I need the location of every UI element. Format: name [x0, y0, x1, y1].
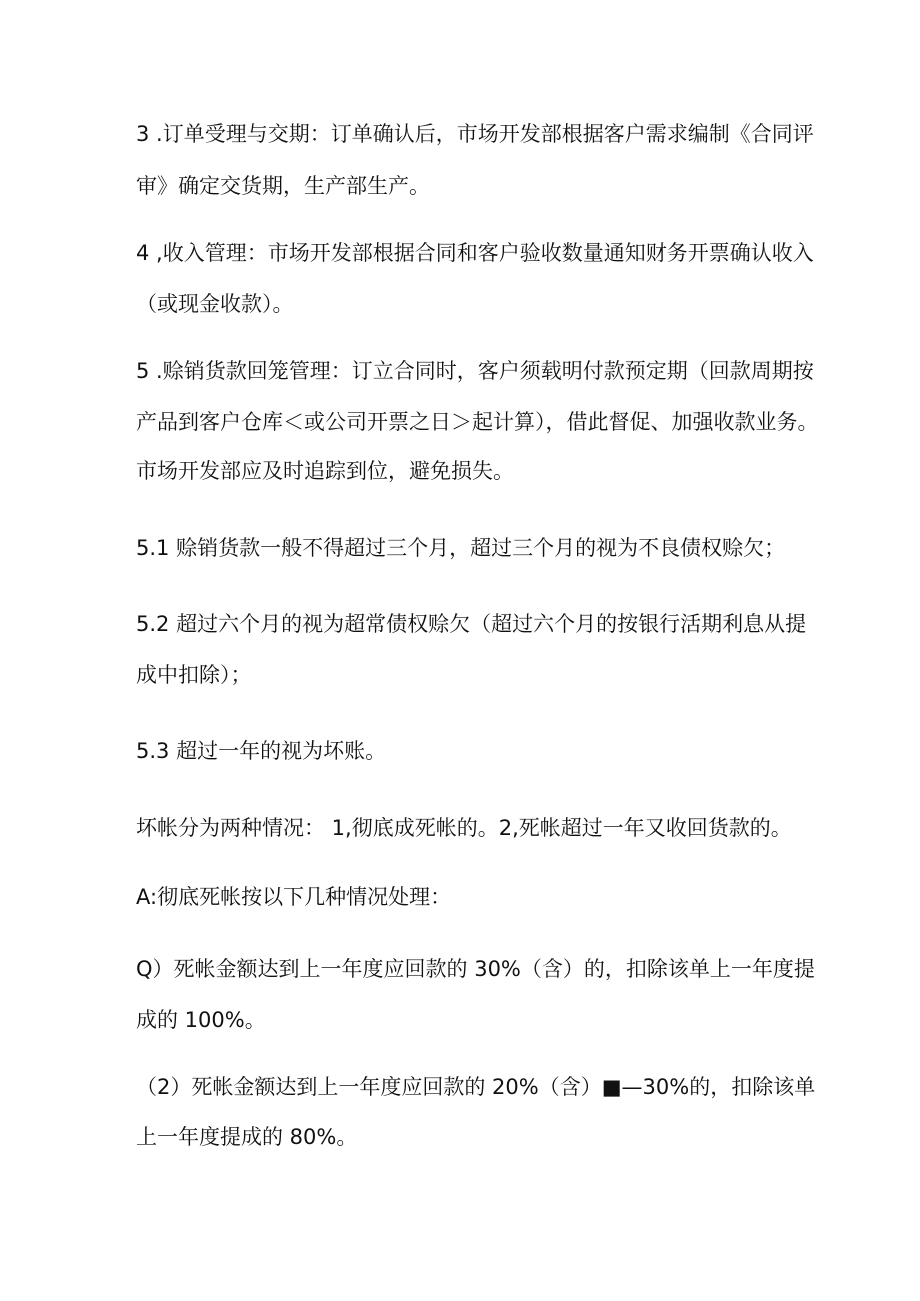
item-5-2-line-1: 5.2 超过六个月的视为超常债权赊欠（超过六个月的按银行活期利息从提	[136, 612, 807, 636]
paragraph-5-line-2: 产品到客户仓库＜或公司开票之日＞起计算），借此督促、加强收款业务。	[136, 410, 819, 434]
paragraph-5-line-3: 市场开发部应及时追踪到位，避免损失。	[136, 459, 514, 483]
paragraph-4-line-2: （或现金收款）。	[136, 292, 294, 316]
case-2-line-1: （2）死帐金额达到上一年度应回款的 20%（含）■—30%的，扣除该单	[136, 1075, 816, 1099]
item-5-3: 5.3 超过一年的视为坏账。	[136, 739, 387, 763]
case-a-heading: A:彻底死帐按以下几种情况处理：	[136, 885, 452, 909]
case-1-line-2: 成的 100%。	[136, 1008, 266, 1032]
paragraph-4-line-1: 4 ,收入管理：市场开发部根据合同和客户验收数量通知财务开票确认收入	[136, 241, 814, 265]
paragraph-5-line-1: 5 .赊销货款回笼管理：订立合同时，客户须载明付款预定期（回款周期按	[136, 359, 814, 383]
case-1-line-1: Q）死帐金额达到上一年度应回款的 30%（含）的，扣除该单上一年度提	[136, 957, 815, 981]
bad-debt-cases: 坏帐分为两种情况： 1,彻底成死帐的。2,死帐超过一年又收回货款的。	[136, 816, 792, 840]
item-5-2-line-2: 成中扣除）；	[136, 663, 252, 687]
item-5-1: 5.1 赊销货款一般不得超过三个月，超过三个月的视为不良债权赊欠；	[136, 536, 786, 560]
paragraph-3-line-1: 3 .订单受理与交期：订单确认后，市场开发部根据客户需求编制《合同评	[136, 122, 814, 146]
paragraph-3-line-2: 审》确定交货期，生产部生产。	[136, 174, 430, 198]
case-2-line-2: 上一年度提成的 80%。	[136, 1125, 358, 1149]
